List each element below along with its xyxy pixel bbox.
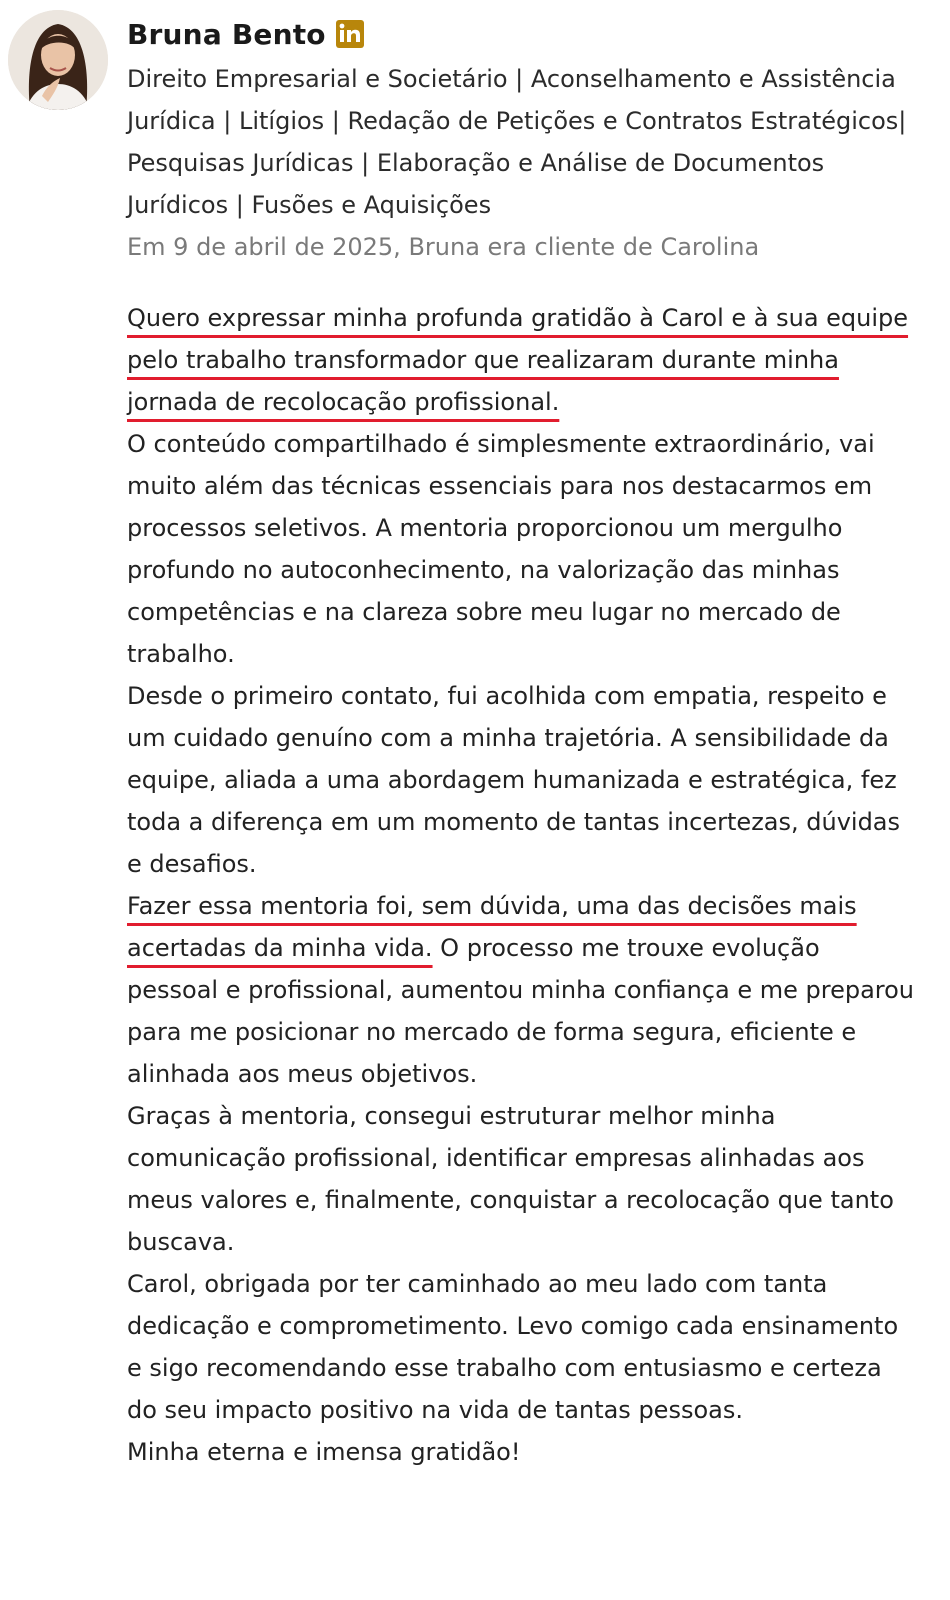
avatar-photo: [8, 10, 108, 110]
paragraph-7: Minha eterna e imensa gratidão!: [127, 1438, 521, 1466]
recommender-name[interactable]: Bruna Bento: [127, 17, 326, 51]
paragraph-3: Desde o primeiro contato, fui acolhida com empatia, respeito e um cuidado genuíno com a minha trajetória. A sensibilidade da equipe, aliada a uma abordagem humanizada e estratégica, fez toda a diferença em um momento de tantas incertezas, dúvidas e desafios.: [127, 682, 901, 878]
paragraph-5: Graças à mentoria, consegui estruturar melhor minha comunicação profissional, identificar empresas alinhadas aos meus valores e, finalmente, conquistar a recolocação que tanto buscava.: [127, 1102, 894, 1256]
recommendation-date-relationship: Em 9 de abril de 2025, Bruna era cliente de Carolina: [127, 233, 760, 261]
paragraph-1: [127, 297, 917, 423]
linkedin-icon: [336, 20, 364, 48]
paragraph-4-rest: O processo me trouxe evolução pessoal e profissional, aumentou minha confiança e me preparou para me posicionar no mercado de forma segura, eficiente e alinhada aos meus objetivos.: [127, 934, 915, 1088]
recommender-headline: Direito Empresarial e Societário | Aconselhamento e Assistência Jurídica | Litígios | Redação de Petições e Contratos Estratégicos| Pesquisas Jurídicas | Elaboração e Análise de Documentos Jurídicos | Fusões e Aquisições: [127, 65, 907, 219]
paragraph-2: O conteúdo compartilhado é simplesmente extraordinário, vai muito além das técnicas essenciais para nos destacarmos em processos seletivos. A mentoria proporcionou um mergulho profundo no autoconhecimento, na valorização das minhas competências e na clareza sobre meu lugar no mercado de trabalho.: [127, 430, 875, 668]
avatar[interactable]: [8, 10, 108, 110]
highlighted-sentence-2: Fazer essa mentoria foi, sem dúvida, uma das decisões mais acertadas da minha vida.: [127, 892, 857, 962]
paragraph-4: [127, 885, 917, 1095]
highlighted-sentence-1: Quero expressar minha profunda gratidão à Carol e à sua equipe pelo trabalho transformador que realizaram durante minha jornada de recolocação profissional.: [127, 304, 909, 416]
paragraph-6: Carol, obrigada por ter caminhado ao meu lado com tanta dedicação e comprometimento. Levo comigo cada ensinamento e sigo recomendando esse trabalho com entusiasmo e certeza do seu impacto positivo na vida de tantas pessoas.: [127, 1270, 899, 1424]
name-row: [127, 14, 927, 54]
recommender-header: [127, 14, 927, 268]
recommendation-text: [127, 297, 917, 1473]
